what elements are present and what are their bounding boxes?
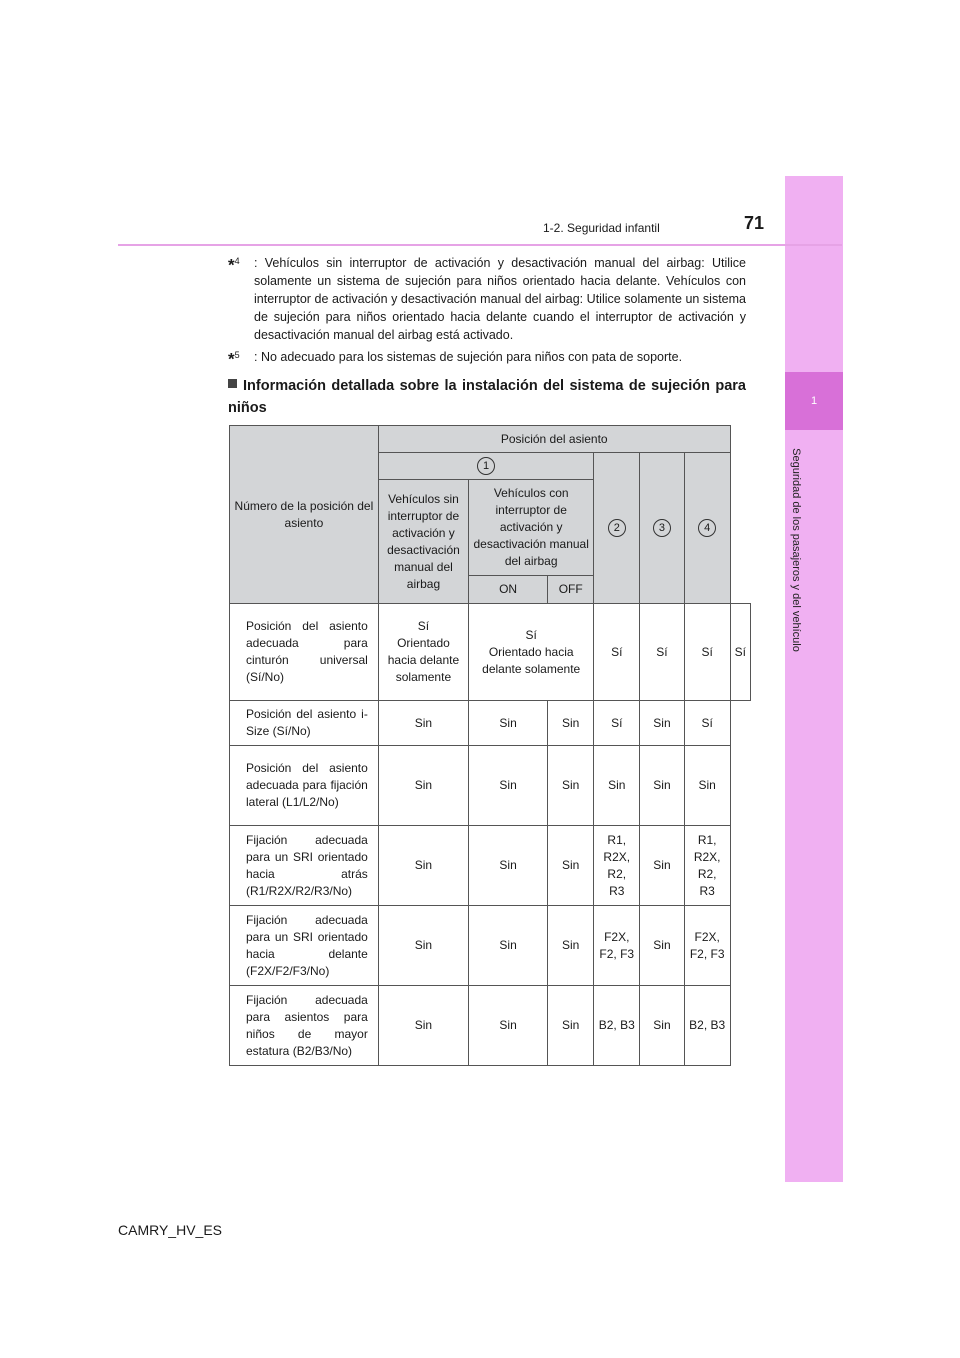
table-cell: Sin — [469, 746, 548, 826]
position-2-header — [594, 453, 640, 604]
table-cell: R1, R2X, R2, R3 — [684, 826, 730, 906]
section-title: 1-2. Seguridad infantil — [543, 221, 660, 235]
position-1-header — [378, 453, 593, 480]
table-cell: Sin — [548, 701, 594, 746]
row-label: Posición del asiento adecuada para cinturón universal (Sí/No) — [230, 604, 379, 701]
circled-number: 3 — [653, 519, 671, 537]
table-cell: Sin — [469, 826, 548, 906]
footnote-4 — [228, 254, 746, 344]
subheading: Información detallada sobre la instalación del sistema de sujeción para niños — [228, 378, 746, 416]
table-cell: Sin — [378, 701, 468, 746]
table-cell: B2, B3 — [594, 986, 640, 1066]
model-code: CAMRY_HV_ES — [118, 1222, 223, 1238]
table-cell: Sí Orientado hacia delante solamente — [469, 604, 594, 701]
page-number: 71 — [744, 213, 765, 233]
table-cell: Sí — [594, 701, 640, 746]
table-cell: Sin — [378, 826, 468, 906]
footnote-text: : No adecuado para los sistemas de sujeción para niños con pata de soporte. — [254, 350, 683, 364]
table-row — [230, 826, 751, 906]
side-tab-label: Seguridad de los pasajeros y del vehículo — [790, 448, 803, 652]
asterisk-mark: *$^4$ — [228, 255, 240, 275]
square-bullet-icon — [228, 379, 237, 388]
table-corner-header: Número de la posición del asiento — [230, 426, 379, 604]
table-cell: Sin — [469, 906, 548, 986]
table-cell: Sin — [684, 746, 730, 826]
table-cell: F2X, F2, F3 — [684, 906, 730, 986]
table-row — [230, 701, 751, 746]
without-switch-header: Vehículos sin interruptor de activación y desactivación manual del airbag — [378, 480, 468, 604]
table-cell: B2, B3 — [684, 986, 730, 1066]
circled-number: 2 — [608, 519, 626, 537]
table-cell: F2X, F2, F3 — [594, 906, 640, 986]
row-label: Posición del asiento i-Size (Sí/No) — [230, 701, 379, 746]
with-switch-header: Vehículos con interruptor de activación y desactivación manual del airbag — [469, 480, 594, 576]
table-cell: Sin — [548, 986, 594, 1066]
table-cell: Sin — [378, 986, 468, 1066]
table-row — [230, 906, 751, 986]
table-cell: Sin — [378, 746, 468, 826]
table-cell: Sin — [378, 906, 468, 986]
footnote-5 — [228, 348, 746, 369]
table-cell: Sin — [594, 746, 640, 826]
footnote-text: : Vehículos sin interruptor de activación y desactivación manual del airbag: Utilice solamente un sistema de sujeción para niños orientado hacia delante. Vehículos con interruptor de activación y desactivación manual del airbag: Utilice solamente un sistema de sujeción para niños orientado hacia delante cuando el interruptor de activación y desactivación manual del airbag está activado. — [254, 256, 746, 342]
table-cell: R1, R2X, R2, R3 — [594, 826, 640, 906]
off-header: OFF — [548, 576, 594, 604]
position-3-header — [640, 453, 684, 604]
table-cell: Sin — [640, 746, 684, 826]
on-header: ON — [469, 576, 548, 604]
row-label: Fijación adecuada para un SRI orientado hacia delante (F2X/F2/F3/No) — [230, 906, 379, 986]
position-header: Posición del asiento — [378, 426, 730, 453]
table-cell: Sin — [469, 701, 548, 746]
table-cell: Sin — [640, 986, 684, 1066]
row-label: Fijación adecuada para un SRI orientado hacia atrás (R1/R2X/R2/R3/No) — [230, 826, 379, 906]
table-cell: Sin — [640, 701, 684, 746]
side-tab-number: 1 — [785, 372, 843, 430]
table-cell: Sí — [684, 604, 730, 701]
circled-number: 4 — [698, 519, 716, 537]
circled-number: 1 — [477, 457, 495, 475]
table-cell: Sí — [684, 701, 730, 746]
installation-table — [229, 425, 751, 1066]
table-row — [230, 986, 751, 1066]
table-cell: Sí — [594, 604, 640, 701]
table-cell: Sí — [640, 604, 684, 701]
table-cell: Sin — [548, 906, 594, 986]
table-cell: Sin — [640, 826, 684, 906]
header-rule — [118, 244, 842, 246]
table-cell: Sí Orientado hacia delante solamente — [378, 604, 468, 701]
table-row — [230, 604, 751, 701]
table-cell: Sin — [548, 746, 594, 826]
asterisk-mark: *$^5$ — [228, 349, 240, 369]
table-cell: Sin — [548, 826, 594, 906]
position-4-header — [684, 453, 730, 604]
table-cell: Sin — [640, 906, 684, 986]
row-label: Posición del asiento adecuada para fijación lateral (L1/L2/No) — [230, 746, 379, 826]
footnotes — [228, 254, 746, 370]
table-cell: Sí — [730, 604, 750, 701]
table-cell: Sin — [469, 986, 548, 1066]
table-row — [230, 746, 751, 826]
row-label: Fijación adecuada para asientos para niños de mayor estatura (B2/B3/No) — [230, 986, 379, 1066]
